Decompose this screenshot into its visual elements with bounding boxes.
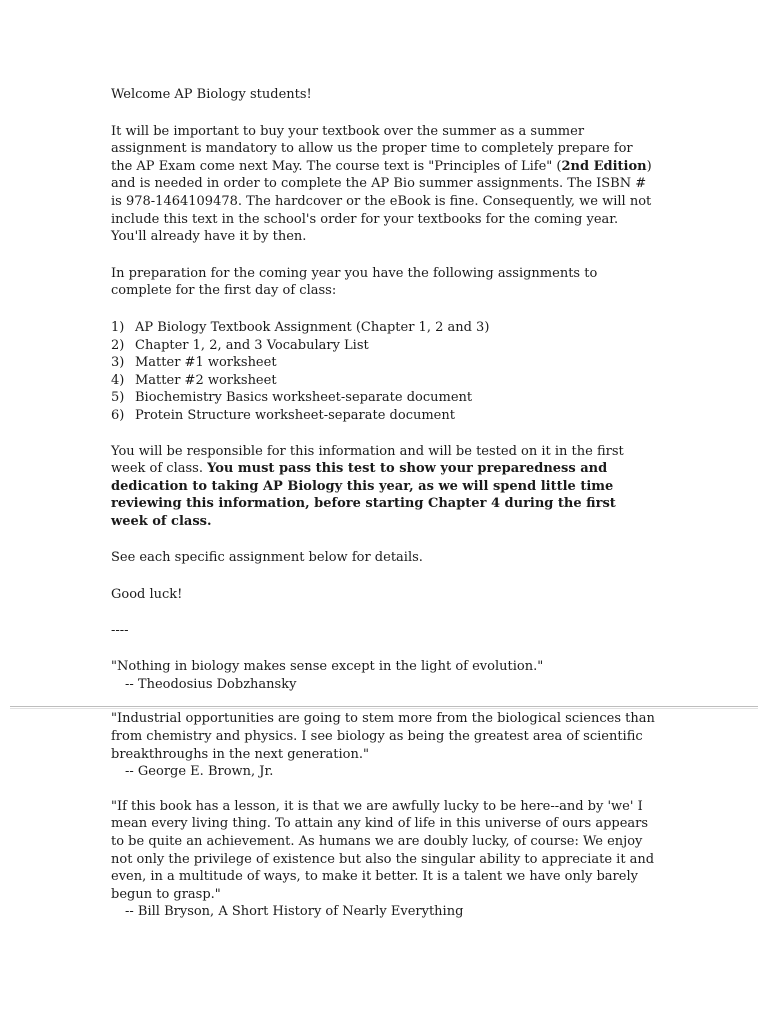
quote-bryson xyxy=(111,798,656,921)
edition-label: 2nd Edition xyxy=(561,158,647,174)
list-item-number: 1) xyxy=(111,319,125,335)
preparation-paragraph: In preparation for the coming year you have the following assignments to complete for the first day of class: xyxy=(111,265,598,299)
good-luck-note: Good luck! xyxy=(111,587,183,603)
section-separator: ---- xyxy=(111,622,129,638)
quote-attribution: -- George E. Brown, Jr. xyxy=(125,764,274,780)
responsibility-paragraph xyxy=(111,443,656,531)
list-item-number: 5) xyxy=(111,390,125,406)
list-item xyxy=(111,354,656,372)
list-item xyxy=(111,319,656,337)
quote-attribution: -- Theodosius Dobzhansky xyxy=(125,676,297,692)
list-item-text: Matter #1 worksheet xyxy=(135,355,277,371)
responsibility-emphasis: You must pass this test to show your preparedness and dedication to taking AP Biology this year, as we will spend little time reviewing this information, before starting Chapter 4 during the first week of class. xyxy=(111,461,616,529)
list-item-text: AP Biology Textbook Assignment (Chapter 1, 2 and 3) xyxy=(135,319,490,335)
list-item-number: 2) xyxy=(111,337,125,353)
list-item-number: 4) xyxy=(111,372,125,388)
greeting: Welcome AP Biology students! xyxy=(111,87,312,102)
list-item-text: Protein Structure worksheet-separate document xyxy=(135,407,455,423)
quote-text: "If this book has a lesson, it is that we are awfully lucky to be here--and by 'we' I mean every living thing. To attain any kind of life in this universe of ours appears to be quite an achievement. As humans we are doubly lucky, of course: We enjoy not only the privilege of existence but also the singular ability to appreciate it and even, in a multitude of ways, to make it better. It is a talent we have only barely begun to grasp." xyxy=(111,798,655,902)
list-item-text: Biochemistry Basics worksheet-separate document xyxy=(135,390,473,406)
list-item-text: Matter #2 worksheet xyxy=(135,372,277,388)
list-item-text: Chapter 1, 2, and 3 Vocabulary List xyxy=(135,337,369,353)
list-item-number: 3) xyxy=(111,355,125,371)
assignment-list xyxy=(111,319,656,425)
see-each-note: See each specific assignment below for details. xyxy=(111,550,423,566)
intro-text-part1: It will be important to buy your textbook over the summer as a summer assignment is mandatory to allow us the proper time to completely prepare for the AP Exam come next May. The course text is "Principles of Life" ( xyxy=(111,123,633,174)
quote-dobzhansky xyxy=(111,658,656,693)
quote-text: "Industrial opportunities are going to stem more from the biological sciences than from chemistry and physics. I see biology as being the greatest area of scientific breakthroughs in the next generation." xyxy=(111,711,655,762)
document-page xyxy=(111,86,656,938)
list-item xyxy=(111,407,656,425)
intro-text-part2: ) and is needed in order to complete the AP Bio summer assignments. The ISBN # is 978-1464109478. The hardcover or the eBook is fine. Consequently, we will not include this text in the school's order for your textbooks for the coming year. You'll already have it by then. xyxy=(111,158,652,245)
list-item xyxy=(111,389,656,407)
list-item-number: 6) xyxy=(111,407,125,423)
list-item xyxy=(111,337,656,355)
intro-paragraph xyxy=(111,123,656,246)
list-item xyxy=(111,372,656,390)
quote-attribution: -- Bill Bryson, A Short History of Nearly Everything xyxy=(125,904,464,920)
responsibility-text: You will be responsible for this information and will be tested on it in the first week of class. xyxy=(111,443,624,477)
quote-text: "Nothing in biology makes sense except in the light of evolution." xyxy=(111,659,544,675)
quote-brown xyxy=(111,710,656,780)
